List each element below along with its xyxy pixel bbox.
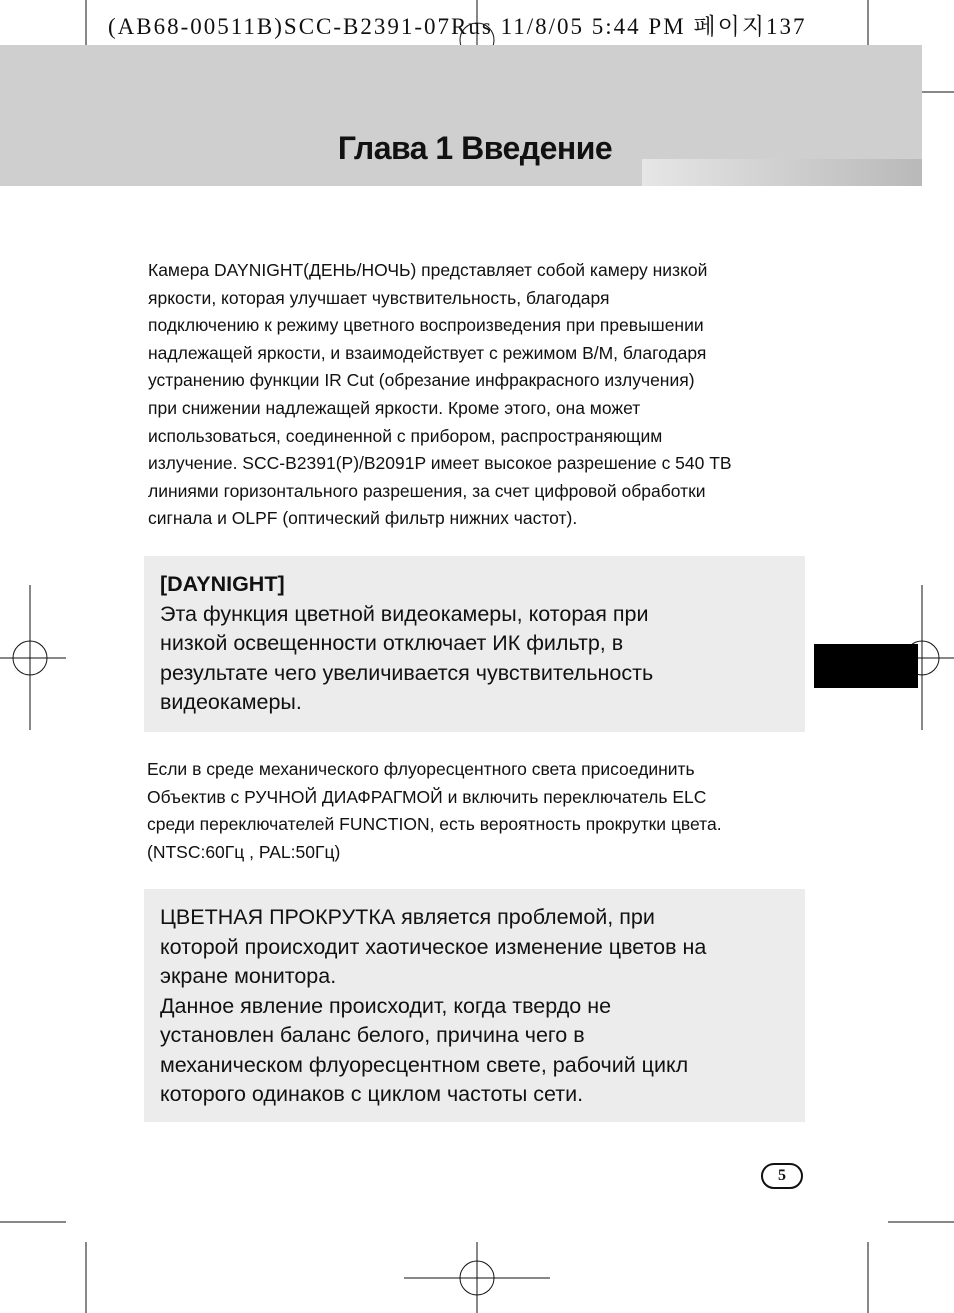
color-roll-lead: является проблемой, при которой происходит хаотическое изменение цветов на экране монитора. [160, 905, 707, 988]
intro-paragraph: Камера DAYNIGHT(ДЕНЬ/НОЧЬ) представляет собой камеру низкой яркости, которая улучшает чувствительность, благодаря подключению к режиму цветного воспроизведения при превышении надлежащей яркости, и взаимодействует с режимом B/M, благодаря устранению функции IR Cut (обрезание инфракрасного излучения) при снижении надлежащей яркости. Кроме этого, она может использоваться, соединенной с прибором, распространяющим излучение. SCC-B2391(P)/B2091P имеет высокое разрешение с 540 ТВ линиями горизонтального разрешения, за счет цифровой обработки сигнала и OLPF (оптический фильтр нижних частот). [148, 260, 732, 529]
elc-note-paragraph: Если в среде механического флуоресцентного света присоединить Объектив с РУЧНОЙ ДИАФРАГМОЙ и включить переключатель ELC среди переключателей FUNCTION, есть вероятность прокрутки цвета. (NTSC:60Гц , PAL:50Гц) [147, 759, 722, 862]
chapter-tab-marker [814, 644, 918, 688]
daynight-box-text: Эта функция цветной видеокамеры, которая при низкой освещенности отключает ИК фильтр, в результате чего увеличивается чувствительность видеокамеры. [160, 601, 654, 714]
print-header: (AB68-00511B)SCC-B2391-07Rus 11/8/05 5:44 PM 페이지137 [108, 14, 807, 39]
chapter-title: Глава 1 Введение [337, 130, 613, 166]
color-roll-term: ЦВЕТНАЯ ПРОКРУТКА [160, 905, 396, 929]
daynight-info-box [144, 556, 805, 732]
color-roll-explanation: Данное явление происходит, когда твердо не установлен баланс белого, причина чего в механическом флуоресцентном свете, рабочий цикл которого одинаков с циклом частоты сети. [160, 993, 689, 1106]
color-roll-info-box [144, 889, 805, 1122]
daynight-box-title: [DAYNIGHT] [160, 572, 285, 596]
color-roll-definition [160, 903, 789, 992]
page-number: 5 [761, 1163, 803, 1189]
